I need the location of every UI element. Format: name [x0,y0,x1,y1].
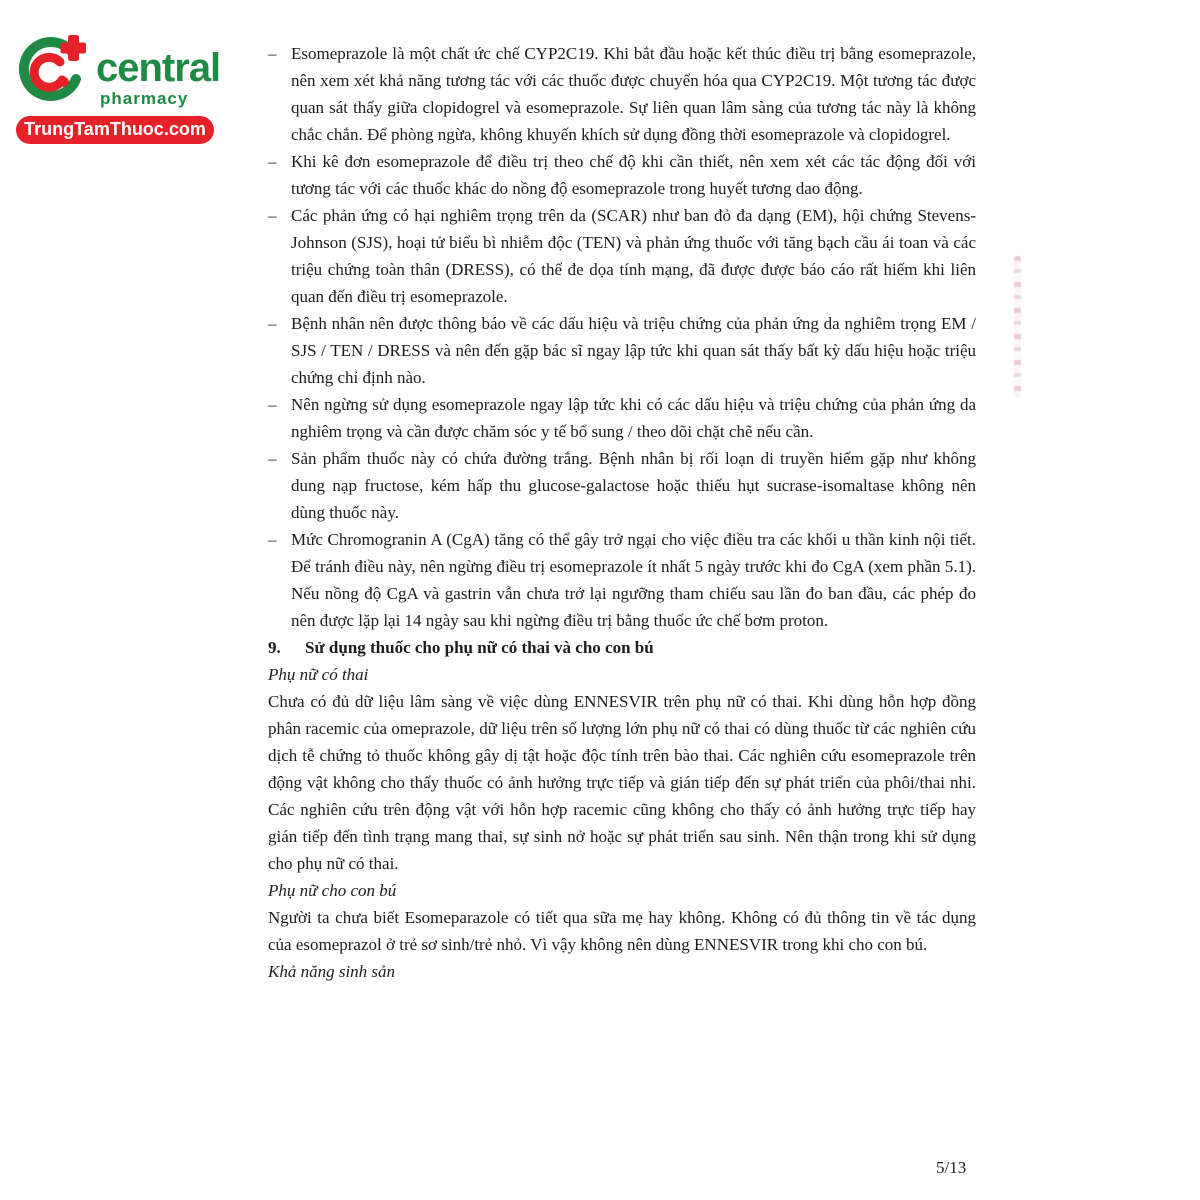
bullet-dash: – [268,530,277,549]
bullet-text: Esomeprazole là một chất ức chế CYP2C19. Khi bắt đầu hoặc kết thúc điều trị bằng esomeprazole, nên xem xét khả năng tương tác với các thuốc được chuyển hóa qua CYP2C19. Một tương tác được quan sát thấy giữa clopidogrel và esomeprazole. Sự liên quan lâm sàng của tương tác này là không chắc chắn. Để phòng ngừa, không khuyến khích sử dụng đồng thời esomeprazole và clopidogrel. [291,44,976,144]
bullet-dash: – [268,395,277,414]
central-pharmacy-c-icon [16,34,86,108]
warning-bullet-list [268,40,976,634]
logo-brand: central [96,46,221,90]
section-9-heading [268,634,976,661]
bullet-item [268,40,976,148]
pharmacy-logo [16,34,232,144]
bullet-text: Sản phẩm thuốc này có chứa đường trắng. Bệnh nhân bị rối loạn di truyền hiếm gặp như không dung nạp fructose, kém hấp thu glucose-galactose hoặc thiếu hụt sucrase-isomaltase không nên dùng thuốc này. [291,449,976,522]
bullet-item [268,391,976,445]
bullet-text: Các phản ứng có hại nghiêm trọng trên da (SCAR) như ban đỏ đa dạng (EM), hội chứng Stevens-Johnson (SJS), hoại tử biểu bì nhiễm độc (TEN) và phản ứng thuốc với tăng bạch cầu ái toan và các triệu chứng toàn thân (DRESS), có thể đe dọa tính mạng, đã được được báo cáo rất hiếm khi liên quan đến điều trị esomeprazole. [291,206,976,306]
bullet-text: Bệnh nhân nên được thông báo về các dấu hiệu và triệu chứng của phản ứng da nghiêm trọng EM / SJS / TEN / DRESS và nên đến gặp bác sĩ ngay lập tức khi quan sát thấy bất kỳ dấu hiệu hoặc triệu chứng chỉ định nào. [291,314,976,387]
bullet-text: Nên ngừng sử dụng esomeprazole ngay lập tức khi có các dấu hiệu và triệu chứng của phản ứng da nghiêm trọng và cần được chăm sóc y tế bổ sung / theo dõi chặt chẽ nếu cần. [291,395,976,441]
bullet-dash: – [268,152,277,171]
pregnancy-paragraph: Chưa có đủ dữ liệu lâm sàng về việc dùng ENNESVIR trên phụ nữ có thai. Khi dùng hỗn hợp đồng phân racemic của omeprazole, dữ liệu trên số lượng lớn phụ nữ có thai có dùng thuốc từ các nghiên cứu dịch tễ chứng tỏ thuốc không gây dị tật hoặc độc tính trên bào thai. Các nghiên cứu esomeprazole trên động vật không cho thấy thuốc có ảnh hưởng trực tiếp và gián tiếp đến sự phát triển của phôi/thai nhi. Các nghiên cứu trên động vật với hỗn hợp racemic cũng không cho thấy có ảnh hưởng trực tiếp hay gián tiếp đến tình trạng mang thai, sự sinh nở hoặc sự phát triển sau sinh. Nên thận trong khi sử dụng cho phụ nữ có thai. [268,692,976,873]
bullet-text: Khi kê đơn esomeprazole để điều trị theo chế độ khi cần thiết, nên xem xét các tác động đối với tương tác với các thuốc khác do nồng độ esomeprazole trong huyết tương dao động. [291,152,976,198]
section-title: Sử dụng thuốc cho phụ nữ có thai và cho con bú [305,638,654,657]
bullet-dash: – [268,314,277,333]
subheading-breastfeeding: Phụ nữ cho con bú [268,881,397,900]
page-number: 5/13 [936,1158,967,1177]
subheading-pregnancy: Phụ nữ có thai [268,665,369,684]
bullet-dash: – [268,206,277,225]
breastfeeding-paragraph: Người ta chưa biết Esomeparazole có tiết qua sữa mẹ hay không. Không có đủ thông tin về tác dụng của esomeprazol ở trẻ sơ sinh/trẻ nhỏ. Vì vậy không nên dùng ENNESVIR trong khi cho con bú. [268,908,976,954]
subheading-fertility: Khả năng sinh sản [268,962,396,981]
edge-stamp-mark [1014,256,1021,398]
document-text-column [268,40,976,985]
bullet-text: Mức Chromogranin A (CgA) tăng có thể gây trở ngại cho việc điều tra các khối u thần kinh nội tiết. Để tránh điều này, nên ngừng điều trị esomeprazole ít nhất 5 ngày trước khi đo CgA (xem phần 5.1). Nếu nồng độ CgA và gastrin vẫn chưa trở lại ngưỡng tham chiếu sau lần đo ban đầu, các phép đo nên được lặp lại 14 ngày sau khi ngừng điều trị bằng thuốc ức chế bơm proton. [291,530,976,630]
bullet-item [268,445,976,526]
bullet-dash: – [268,449,277,468]
bullet-item [268,310,976,391]
bullet-dash: – [268,44,277,63]
bullet-item [268,148,976,202]
section-number: 9. [268,638,281,657]
logo-subtitle: pharmacy [100,89,189,108]
logo-text [96,48,220,109]
logo-website-badge: TrungTamThuoc.com [16,116,214,144]
bullet-item [268,526,976,634]
bullet-item [268,202,976,310]
